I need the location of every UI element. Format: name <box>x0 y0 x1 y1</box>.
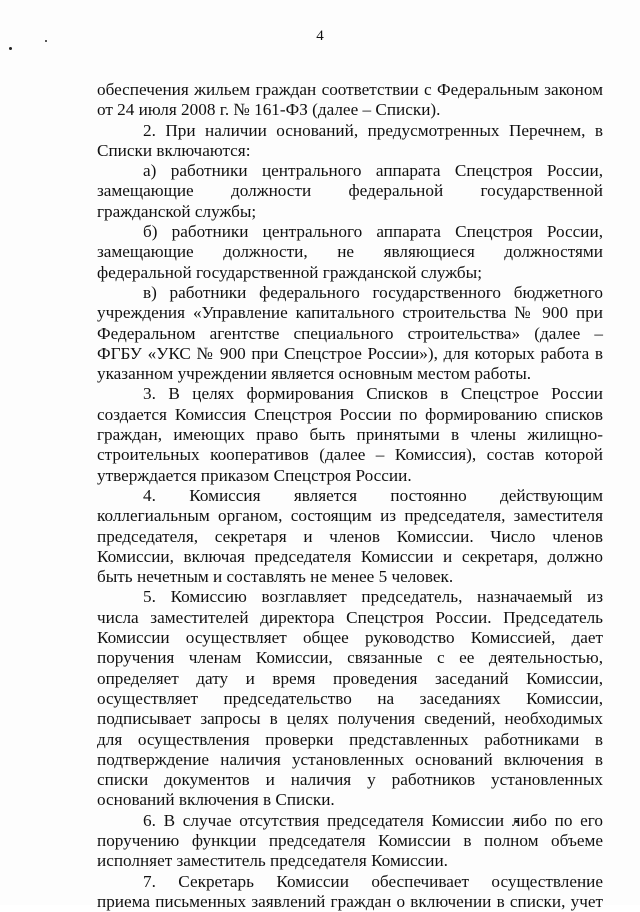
text-line: а) работники центрального аппарата Спецстроя России, <box>143 161 603 181</box>
text-line: коллегиальным органом, состоящим из председателя, заместителя <box>97 506 603 526</box>
text-line: Списки включаются: <box>97 140 251 160</box>
text-line: для осуществления проверки представленных работниками в <box>97 729 603 749</box>
text-line: осуществляет председательство на заседаниях Комиссии, <box>97 688 603 708</box>
text-line: замещающие должности федеральной государственной <box>97 181 603 201</box>
text-line: определяет дату и время проведения заседаний Комиссии, <box>97 668 603 688</box>
text-line: б) работники центрального аппарата Спецстроя России, <box>143 222 603 242</box>
text-line: подписывает запросы в целях получения сведений, необходимых <box>97 709 603 729</box>
scan-speck <box>9 47 12 50</box>
text-line: 7. Секретарь Комиссии обеспечивает осуществление <box>143 871 603 891</box>
text-line: списки документов и наличия у работников установленных <box>97 770 603 790</box>
text-line: числа заместителей директора Спецстроя России. Председатель <box>97 607 603 627</box>
text-line: гражданской службы; <box>97 201 257 221</box>
text-line: замещающие должности, не являющиеся должностями <box>97 242 603 262</box>
text-line: Комиссии осуществляет общее руководство Комиссией, дает <box>97 628 603 648</box>
text-line: граждан, имеющих право быть принятыми в члены жилищно- <box>97 425 603 445</box>
page-number: 4 <box>316 28 324 44</box>
scan-speck <box>45 40 47 42</box>
text-line: указанном учреждении является основным местом работы. <box>97 364 532 384</box>
text-line: 5. Комиссию возглавляет председатель, назначаемый из <box>143 587 603 607</box>
text-line: утверждается приказом Спецстроя России. <box>97 465 412 485</box>
text-line: 4. Комиссия является постоянно действующим <box>143 485 603 505</box>
text-line: в) работники федерального государственного бюджетного <box>143 282 603 302</box>
text-line: поручения членам Комиссии, связанные с ее деятельностью, <box>97 648 603 668</box>
text-line: строительных кооперативов (далее – Комиссия), состав которой <box>97 445 603 465</box>
text-line: исполняет заместитель председателя Комиссии. <box>97 851 448 871</box>
text-line: федеральной государственной гражданской службы; <box>97 262 482 282</box>
text-line: подтверждение наличия установленных оснований включения в <box>97 749 603 769</box>
text-line: учреждения «Управление капитального строительства № 900 при <box>97 303 603 323</box>
text-line: 6. В случае отсутствия председателя Комиссии либо по его <box>143 810 603 830</box>
text-line: ФГБУ «УКС № 900 при Спецстрое России»), для которых работа в <box>97 343 603 363</box>
document-body <box>97 80 603 912</box>
text-line: оснований включения в Списки. <box>97 790 335 810</box>
text-line: Комиссии, включая председателя Комиссии и секретаря, должно <box>97 546 603 566</box>
text-line: председателя, секретаря и членов Комиссии. Число членов <box>97 526 603 546</box>
text-line: 2. При наличии оснований, предусмотренных Перечнем, в <box>143 120 603 140</box>
text-line: поручению функции председателя Комиссии в полном объеме <box>97 830 603 850</box>
text-line: приема письменных заявлений граждан о включении в списки, учет <box>97 891 603 911</box>
text-line: 3. В целях формирования Списков в Спецстрое России <box>143 384 603 404</box>
text-line: обеспечения жильем граждан соответствии с Федеральным законом <box>97 80 603 99</box>
text-line: создается Комиссия Спецстроя России по формированию списков <box>97 404 603 424</box>
text-line: Федеральном агентстве специального строительства» (далее – <box>97 323 603 343</box>
text-line: от 24 июля 2008 г. № 161-ФЗ (далее – Списки). <box>97 100 441 120</box>
text-line: быть нечетным и составлять не менее 5 человек. <box>97 567 454 587</box>
